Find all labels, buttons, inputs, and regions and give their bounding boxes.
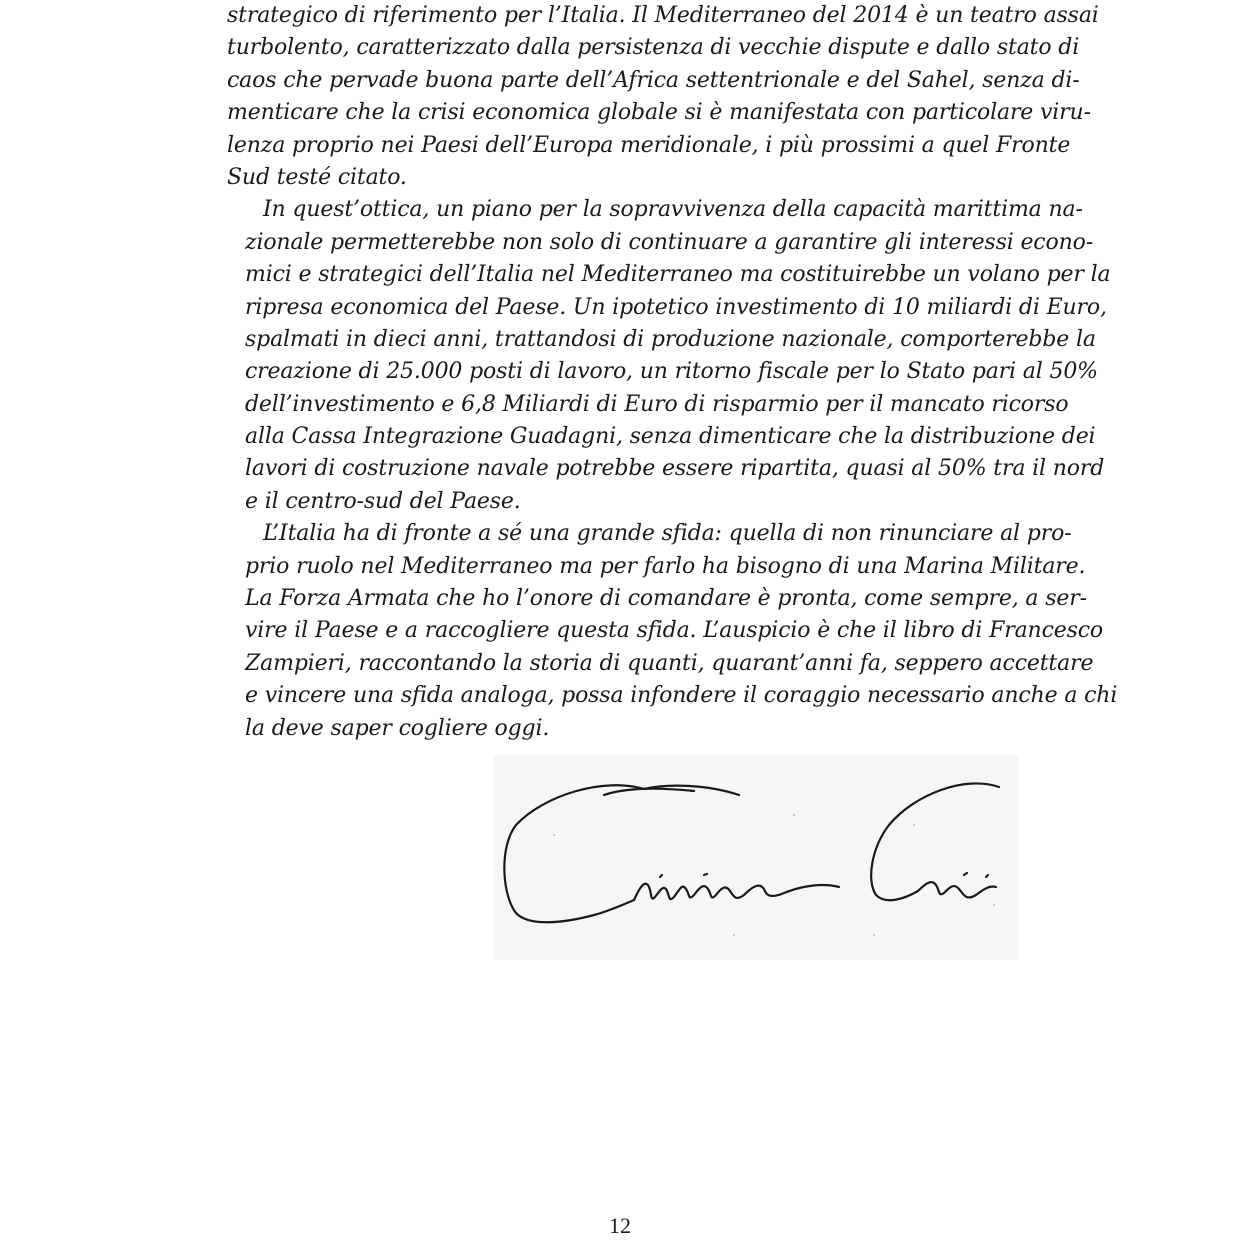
text-line: spalmati in dieci anni, trattandosi di produzione nazionale, comporterebbe la	[245, 326, 1096, 352]
text-line: caos che pervade buona parte dell’Africa settentrionale e del Sahel, senza di-	[227, 67, 1080, 93]
text-line: L’Italia ha di fronte a sé una grande sfida: quella di non rinunciare al pro-	[263, 521, 1072, 547]
text-line: alla Cassa Integrazione Guadagni, senza dimenticare che la distribuzione dei	[245, 424, 1096, 450]
text-line: Zampieri, raccontando la storia di quanti, quarant’anni fa, seppero accettare	[245, 650, 1094, 676]
text-line: prio ruolo nel Mediterraneo ma per farlo ha bisogno di una Marina Militare.	[245, 553, 1086, 579]
text-line: Sud testé citato.	[227, 164, 407, 190]
handwritten-signature	[494, 755, 1018, 960]
text-line: strategico di riferimento per l’Italia. Il Mediterraneo del 2014 è un teatro assai	[227, 3, 1099, 28]
text-line: turbolento, caratterizzato dalla persistenza di vecchie dispute e dallo stato di	[227, 35, 1080, 61]
text-line: ripresa economica del Paese. Un ipotetico investimento di 10 miliardi di Euro,	[245, 294, 1107, 320]
text-line: zionale permetterebbe non solo di continuare a garantire gli interessi econo-	[245, 229, 1093, 255]
text-line: creazione di 25.000 posti di lavoro, un ritorno fiscale per lo Stato pari al 50%	[245, 359, 1098, 385]
text-line: lenza proprio nei Paesi dell’Europa meridionale, i più prossimi a quel Fronte	[227, 132, 1071, 158]
page-number: 12	[609, 1213, 631, 1238]
text-line: menticare che la crisi economica globale si è manifestata con particolare viru-	[227, 100, 1091, 126]
paragraph-2	[227, 194, 1111, 518]
text-line: mici e strategici dell’Italia nel Mediterraneo ma costituirebbe un volano per la	[245, 262, 1111, 288]
text-line: e vincere una sfida analoga, possa infondere il coraggio necessario anche a chi	[245, 683, 1118, 709]
text-line: la deve saper cogliere oggi.	[245, 715, 550, 741]
signature-image	[494, 755, 1018, 960]
text-line: In quest’ottica, un piano per la sopravvivenza della capacità marittima na-	[263, 197, 1083, 223]
text-line: vire il Paese e a raccogliere questa sfida. L’auspicio è che il libro di Francesco	[245, 618, 1104, 644]
paragraph-3	[227, 518, 1118, 745]
body-text	[227, 0, 1118, 745]
text-line: e il centro-sud del Paese.	[245, 488, 521, 514]
text-line: lavori di costruzione navale potrebbe essere ripartita, quasi al 50% tra il nord	[245, 456, 1105, 482]
text-line: dell’investimento e 6,8 Miliardi di Euro di risparmio per il mancato ricorso	[245, 391, 1069, 417]
paragraph-1	[227, 0, 1099, 194]
text-line: La Forza Armata che ho l’onore di comandare è pronta, come sempre, a ser-	[245, 586, 1087, 612]
